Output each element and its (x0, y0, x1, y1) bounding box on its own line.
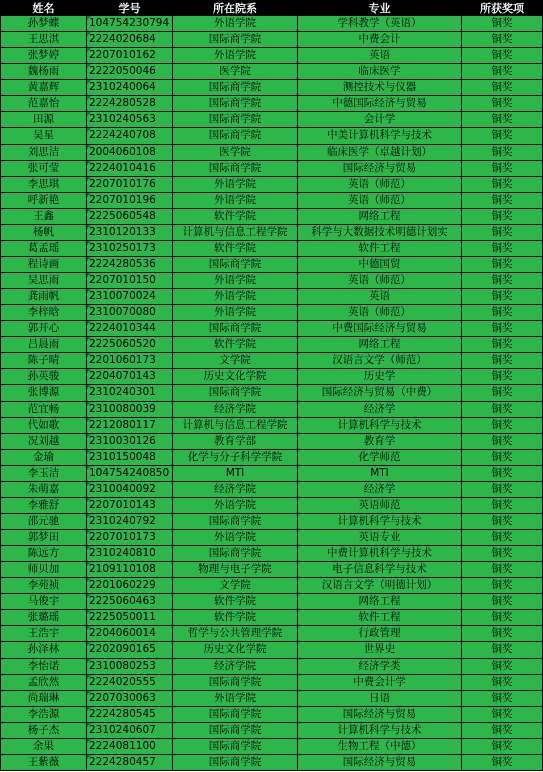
cell-name: 李玉洁 (1, 465, 87, 481)
cell-department: 国际商学院 (173, 738, 298, 754)
cell-student-id: 2225060463 (87, 594, 173, 610)
table-row (1, 224, 543, 240)
cell-name: 余果 (1, 738, 87, 754)
cell-major: 世界史 (298, 642, 462, 658)
cell-name: 张博源 (1, 385, 87, 401)
cell-name: 孟欣然 (1, 674, 87, 690)
table-row (1, 273, 543, 289)
cell-major: MTI (298, 465, 462, 481)
cell-award: 铜奖 (462, 417, 543, 433)
cell-department: 国际商学院 (173, 80, 298, 96)
cell-award: 铜奖 (462, 497, 543, 513)
cell-department: 计算机与信息工程学院 (173, 417, 298, 433)
table-row (1, 449, 543, 465)
cell-major: 软件工程 (298, 240, 462, 256)
cell-name: 王思淇 (1, 32, 87, 48)
cell-major: 国际经济与贸易 (298, 160, 462, 176)
table-row (1, 417, 543, 433)
cell-department: 外语学院 (173, 273, 298, 289)
table-row (1, 658, 543, 674)
cell-award: 铜奖 (462, 578, 543, 594)
cell-award: 铜奖 (462, 610, 543, 626)
table-row (1, 513, 543, 529)
cell-name: 李浩源 (1, 706, 87, 722)
cell-student-id: 2310240607 (87, 722, 173, 738)
cell-student-id: 2222050046 (87, 64, 173, 80)
cell-major: 国际经济与贸易（中费） (298, 385, 462, 401)
table-row (1, 305, 543, 321)
table-row (1, 546, 543, 562)
cell-award: 铜奖 (462, 289, 543, 305)
cell-student-id: 2310080253 (87, 658, 173, 674)
table-row (1, 497, 543, 513)
table-row (1, 80, 543, 96)
cell-major: 临床医学（卓越计划） (298, 144, 462, 160)
cell-student-id: 2310070080 (87, 305, 173, 321)
cell-award: 铜奖 (462, 465, 543, 481)
cell-student-id: 2310240792 (87, 513, 173, 529)
cell-major: 测控技术与仪器 (298, 80, 462, 96)
cell-award: 铜奖 (462, 48, 543, 64)
cell-name: 黄嘉辉 (1, 80, 87, 96)
cell-student-id: 2224010344 (87, 321, 173, 337)
table-row (1, 96, 543, 112)
cell-major: 网络工程 (298, 594, 462, 610)
cell-student-id: 2225060520 (87, 337, 173, 353)
table-row (1, 433, 543, 449)
cell-major: 生物工程（中德） (298, 738, 462, 754)
cell-award: 铜奖 (462, 658, 543, 674)
cell-award: 铜奖 (462, 64, 543, 80)
table-row (1, 256, 543, 272)
cell-major: 英语（师范） (298, 176, 462, 192)
table-row (1, 754, 543, 770)
cell-name: 王浩宇 (1, 626, 87, 642)
table-row (1, 690, 543, 706)
table-row (1, 240, 543, 256)
table-row (1, 626, 543, 642)
cell-department: 文学院 (173, 578, 298, 594)
cell-name: 孙英骏 (1, 369, 87, 385)
cell-major: 英语 (298, 48, 462, 64)
table-row (1, 385, 543, 401)
cell-department: 哲学与公共管理学院 (173, 626, 298, 642)
cell-department: 国际商学院 (173, 128, 298, 144)
cell-award: 铜奖 (462, 176, 543, 192)
cell-major: 英语师范 (298, 497, 462, 513)
table-row (1, 481, 543, 497)
cell-major: 国际经济与贸易 (298, 706, 462, 722)
cell-student-id: 2310070024 (87, 289, 173, 305)
table-row (1, 289, 543, 305)
cell-student-id: 2224081100 (87, 738, 173, 754)
cell-student-id: 2224280545 (87, 706, 173, 722)
table-body (1, 16, 543, 771)
cell-award: 铜奖 (462, 16, 543, 32)
cell-name: 杨帆 (1, 224, 87, 240)
cell-award: 铜奖 (462, 642, 543, 658)
cell-student-id: 2207010143 (87, 497, 173, 513)
cell-student-id: 2310240810 (87, 546, 173, 562)
cell-award: 铜奖 (462, 337, 543, 353)
cell-name: 王鑫 (1, 208, 87, 224)
cell-student-id: 2004060108 (87, 144, 173, 160)
table-row (1, 642, 543, 658)
cell-award: 铜奖 (462, 144, 543, 160)
cell-department: MTI (173, 465, 298, 481)
cell-student-id: 2212080117 (87, 417, 173, 433)
cell-major: 中费会计 (298, 32, 462, 48)
cell-name: 金瑜 (1, 449, 87, 465)
cell-student-id: 2204060014 (87, 626, 173, 642)
cell-award: 铜奖 (462, 112, 543, 128)
cell-award: 铜奖 (462, 369, 543, 385)
cell-award: 铜奖 (462, 192, 543, 208)
cell-student-id: 2207010150 (87, 273, 173, 289)
cell-department: 国际商学院 (173, 256, 298, 272)
cell-award: 铜奖 (462, 690, 543, 706)
table-row (1, 465, 543, 481)
cell-department: 国际商学院 (173, 160, 298, 176)
cell-name: 王紫薇 (1, 754, 87, 770)
cell-student-id: 2207010176 (87, 176, 173, 192)
cell-award: 铜奖 (462, 273, 543, 289)
table-header (1, 1, 543, 16)
cell-major: 软件工程 (298, 610, 462, 626)
cell-student-id: 2224280528 (87, 96, 173, 112)
cell-student-id: 2207010162 (87, 48, 173, 64)
table-row (1, 337, 543, 353)
cell-major: 化学师范 (298, 449, 462, 465)
cell-name: 况刘越 (1, 433, 87, 449)
cell-student-id: 2224280457 (87, 754, 173, 770)
header-name: 姓名 (1, 1, 87, 16)
cell-student-id: 2310240563 (87, 112, 173, 128)
cell-student-id: 2204070143 (87, 369, 173, 385)
cell-department: 文学院 (173, 353, 298, 369)
cell-major: 教育学 (298, 433, 462, 449)
cell-department: 外语学院 (173, 48, 298, 64)
cell-department: 国际商学院 (173, 513, 298, 529)
cell-department: 医学院 (173, 64, 298, 80)
cell-name: 田源 (1, 112, 87, 128)
cell-award: 铜奖 (462, 594, 543, 610)
cell-name: 龚雨帆 (1, 289, 87, 305)
cell-student-id: 2225060548 (87, 208, 173, 224)
cell-department: 国际商学院 (173, 706, 298, 722)
table-row (1, 112, 543, 128)
cell-name: 邵元驰 (1, 513, 87, 529)
cell-award: 铜奖 (462, 401, 543, 417)
cell-major: 网络工程 (298, 337, 462, 353)
cell-student-id: 2310240301 (87, 385, 173, 401)
cell-major: 经济学 (298, 401, 462, 417)
cell-department: 国际商学院 (173, 546, 298, 562)
cell-name: 李苑祯 (1, 578, 87, 594)
cell-award: 铜奖 (462, 305, 543, 321)
cell-award: 铜奖 (462, 224, 543, 240)
table-row (1, 738, 543, 754)
cell-student-id: 2109110108 (87, 562, 173, 578)
cell-major: 计算机科学与技术 (298, 722, 462, 738)
table-row (1, 610, 543, 626)
cell-name: 郭梦田 (1, 530, 87, 546)
cell-name: 李怡诺 (1, 658, 87, 674)
table-row (1, 594, 543, 610)
cell-major: 中美计算机科学与技术 (298, 128, 462, 144)
cell-department: 医学院 (173, 144, 298, 160)
cell-name: 李梓晗 (1, 305, 87, 321)
cell-award: 铜奖 (462, 674, 543, 690)
cell-name: 孙泽林 (1, 642, 87, 658)
cell-name: 张璐瑶 (1, 610, 87, 626)
table-row (1, 32, 543, 48)
header-student-id: 学号 (87, 1, 173, 16)
cell-department: 国际商学院 (173, 112, 298, 128)
table-row (1, 722, 543, 738)
cell-award: 铜奖 (462, 160, 543, 176)
cell-name: 李雅舒 (1, 497, 87, 513)
cell-name: 呼新艳 (1, 192, 87, 208)
cell-name: 朱萌嘉 (1, 481, 87, 497)
cell-major: 英语（师范） (298, 305, 462, 321)
cell-student-id: 2207030063 (87, 690, 173, 706)
table-row (1, 176, 543, 192)
cell-student-id: 104754240850 (87, 465, 173, 481)
cell-department: 历史文化学院 (173, 642, 298, 658)
table-row (1, 353, 543, 369)
table-row (1, 530, 543, 546)
cell-major: 中德国贸 (298, 256, 462, 272)
cell-name: 代如歌 (1, 417, 87, 433)
table-row (1, 578, 543, 594)
cell-name: 李思琪 (1, 176, 87, 192)
cell-student-id: 2310080039 (87, 401, 173, 417)
table-row (1, 64, 543, 80)
cell-department: 经济学院 (173, 481, 298, 497)
cell-department: 外语学院 (173, 305, 298, 321)
cell-major: 英语（师范） (298, 273, 462, 289)
header-major: 专业 (298, 1, 462, 16)
cell-award: 铜奖 (462, 530, 543, 546)
cell-major: 中德国际经济与贸易 (298, 96, 462, 112)
cell-award: 铜奖 (462, 754, 543, 770)
cell-name: 郭开心 (1, 321, 87, 337)
cell-department: 软件学院 (173, 594, 298, 610)
cell-award: 铜奖 (462, 80, 543, 96)
table-row (1, 321, 543, 337)
cell-student-id: 2310250173 (87, 240, 173, 256)
table-row (1, 16, 543, 32)
cell-award: 铜奖 (462, 513, 543, 529)
cell-name: 刘思洁 (1, 144, 87, 160)
cell-student-id: 104754230794 (87, 16, 173, 32)
table-row (1, 48, 543, 64)
cell-name: 范宜畅 (1, 401, 87, 417)
cell-student-id: 2201060229 (87, 578, 173, 594)
cell-major: 经济学类 (298, 658, 462, 674)
cell-name: 吴星 (1, 128, 87, 144)
table-row (1, 369, 543, 385)
cell-award: 铜奖 (462, 240, 543, 256)
cell-award: 铜奖 (462, 321, 543, 337)
cell-department: 计算机与信息工程学院 (173, 224, 298, 240)
cell-department: 外语学院 (173, 690, 298, 706)
cell-major: 汉语言文学（师范） (298, 353, 462, 369)
cell-major: 科学与大数据技术明德计划实 (298, 224, 462, 240)
cell-student-id: 2225050011 (87, 610, 173, 626)
table-row (1, 192, 543, 208)
cell-major: 行政管理 (298, 626, 462, 642)
cell-major: 中费会计学 (298, 674, 462, 690)
cell-department: 历史文化学院 (173, 369, 298, 385)
cell-major: 英语（师范） (298, 192, 462, 208)
table-row (1, 674, 543, 690)
cell-name: 吕晨雨 (1, 337, 87, 353)
cell-award: 铜奖 (462, 738, 543, 754)
cell-award: 铜奖 (462, 433, 543, 449)
cell-award: 铜奖 (462, 208, 543, 224)
cell-award: 铜奖 (462, 385, 543, 401)
cell-department: 国际商学院 (173, 96, 298, 112)
cell-name: 孙梦蝶 (1, 16, 87, 32)
cell-award: 铜奖 (462, 128, 543, 144)
cell-department: 外语学院 (173, 16, 298, 32)
table-row (1, 706, 543, 722)
table-row (1, 208, 543, 224)
cell-student-id: 2310030126 (87, 433, 173, 449)
cell-department: 软件学院 (173, 337, 298, 353)
cell-name: 师贝加 (1, 562, 87, 578)
cell-student-id: 2224280536 (87, 256, 173, 272)
cell-award: 铜奖 (462, 481, 543, 497)
cell-department: 外语学院 (173, 530, 298, 546)
header-department: 所在院系 (173, 1, 298, 16)
cell-award: 铜奖 (462, 546, 543, 562)
cell-student-id: 2201060173 (87, 353, 173, 369)
cell-major: 临床医学 (298, 64, 462, 80)
cell-name: 吴思雨 (1, 273, 87, 289)
cell-major: 日语 (298, 690, 462, 706)
cell-department: 外语学院 (173, 289, 298, 305)
cell-department: 教育学部 (173, 433, 298, 449)
cell-major: 计算机科学与技术 (298, 417, 462, 433)
cell-department: 国际商学院 (173, 32, 298, 48)
cell-department: 国际商学院 (173, 754, 298, 770)
cell-department: 软件学院 (173, 610, 298, 626)
header-row (1, 1, 543, 16)
cell-major: 历史学 (298, 369, 462, 385)
cell-name: 程诗画 (1, 256, 87, 272)
cell-name: 陈子晴 (1, 353, 87, 369)
cell-department: 外语学院 (173, 176, 298, 192)
cell-award: 铜奖 (462, 32, 543, 48)
cell-major: 计算机科学与技术 (298, 513, 462, 529)
cell-major: 英语专业 (298, 530, 462, 546)
cell-department: 经济学院 (173, 401, 298, 417)
cell-department: 软件学院 (173, 240, 298, 256)
header-award: 所获奖项 (462, 1, 543, 16)
cell-major: 学科教学（英语） (298, 16, 462, 32)
cell-student-id: 2202090165 (87, 642, 173, 658)
cell-department: 国际商学院 (173, 321, 298, 337)
cell-award: 铜奖 (462, 256, 543, 272)
cell-department: 国际商学院 (173, 385, 298, 401)
cell-award: 铜奖 (462, 562, 543, 578)
cell-name: 尚瑞琳 (1, 690, 87, 706)
cell-major: 汉语言文学（明德计划） (298, 578, 462, 594)
cell-name: 陈远方 (1, 546, 87, 562)
cell-name: 张可莹 (1, 160, 87, 176)
cell-name: 葛孟瑶 (1, 240, 87, 256)
cell-student-id: 2207010196 (87, 192, 173, 208)
cell-student-id: 2224010416 (87, 160, 173, 176)
cell-name: 范嘉怡 (1, 96, 87, 112)
cell-department: 外语学院 (173, 497, 298, 513)
cell-major: 中费计算机科学与技术 (298, 546, 462, 562)
cell-department: 软件学院 (173, 208, 298, 224)
cell-name: 魏杨雨 (1, 64, 87, 80)
cell-award: 铜奖 (462, 626, 543, 642)
cell-major: 国际经济与贸易 (298, 754, 462, 770)
cell-student-id: 2224020684 (87, 32, 173, 48)
cell-major: 经济学 (298, 481, 462, 497)
cell-award: 铜奖 (462, 706, 543, 722)
cell-student-id: 2224020555 (87, 674, 173, 690)
cell-student-id: 2224240708 (87, 128, 173, 144)
table-row (1, 160, 543, 176)
cell-student-id: 2207010173 (87, 530, 173, 546)
cell-award: 铜奖 (462, 353, 543, 369)
cell-department: 经济学院 (173, 658, 298, 674)
cell-major: 会计学 (298, 112, 462, 128)
table-row (1, 144, 543, 160)
cell-department: 国际商学院 (173, 674, 298, 690)
cell-student-id: 2310040092 (87, 481, 173, 497)
cell-student-id: 2310240064 (87, 80, 173, 96)
cell-student-id: 2310120133 (87, 224, 173, 240)
cell-student-id: 2310150048 (87, 449, 173, 465)
cell-award: 铜奖 (462, 96, 543, 112)
cell-department: 国际商学院 (173, 722, 298, 738)
cell-department: 化学与分子科学学院 (173, 449, 298, 465)
cell-major: 网络工程 (298, 208, 462, 224)
cell-name: 杨子杰 (1, 722, 87, 738)
cell-award: 铜奖 (462, 722, 543, 738)
table-row (1, 562, 543, 578)
cell-major: 电子信息科学与技术 (298, 562, 462, 578)
cell-name: 马俊宇 (1, 594, 87, 610)
cell-award: 铜奖 (462, 449, 543, 465)
cell-major: 英语 (298, 289, 462, 305)
cell-major: 中费国际经济与贸易 (298, 321, 462, 337)
table-row (1, 128, 543, 144)
table-row (1, 401, 543, 417)
cell-name: 张梦婷 (1, 48, 87, 64)
cell-department: 物理与电子学院 (173, 562, 298, 578)
cell-department: 外语学院 (173, 192, 298, 208)
